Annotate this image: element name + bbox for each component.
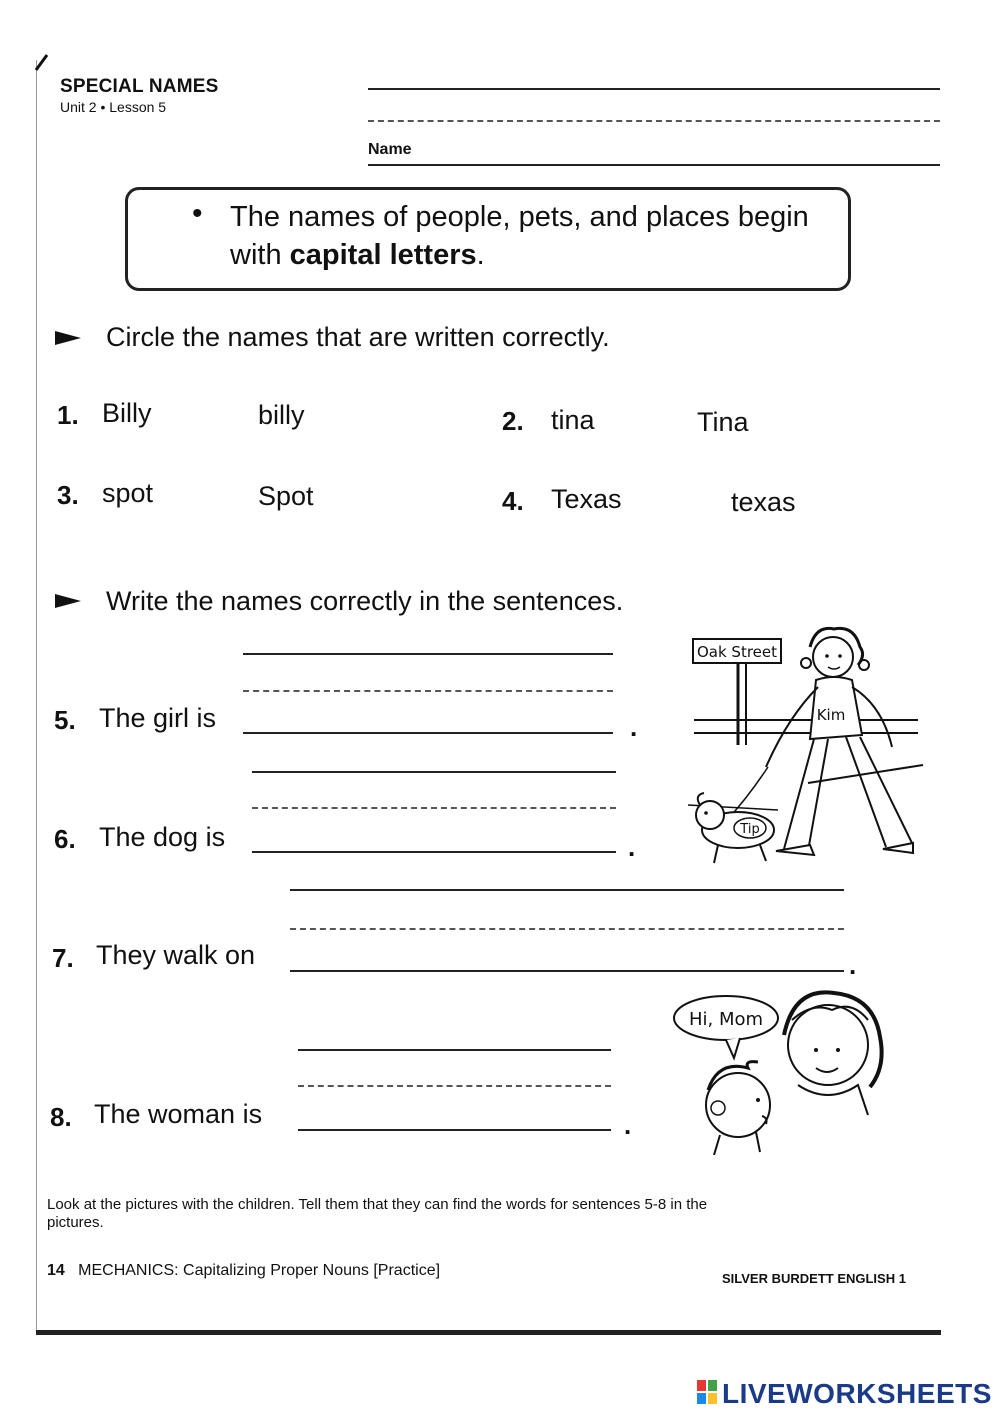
arrow-right-icon [55,328,83,348]
writing-top-line [298,1049,611,1051]
dog-tag-text: Tip [740,822,760,837]
part1-instruction: Circle the names that are written correctly. [106,322,610,352]
arrow-right-icon [55,591,83,611]
item-1-option-a[interactable]: Billy [102,398,152,428]
writing-top-line [290,889,844,891]
rule-text-bold: capital letters [289,239,477,271]
rule-text-plain: The names of people, pets, and places begin with [230,201,809,271]
rule-text-period: . [476,239,485,271]
publisher-name: SILVER BURDETT ENGLISH 1 [722,1271,906,1286]
sentence-6-text: The dog is [99,822,226,852]
sentence-number: 8. [50,1102,72,1132]
writing-top-line [243,653,613,655]
corner-mark-icon [33,52,53,74]
sentence-period: . [628,832,636,862]
sentence-8-text: The woman is [94,1099,263,1129]
writing-mid-line [252,807,616,809]
item-number: 4. [502,486,524,516]
sentence-8-answer-line[interactable] [298,1129,611,1131]
liveworksheets-brand[interactable]: LIVEWORKSHEETS [722,1378,992,1409]
item-3-option-b[interactable]: Spot [258,481,314,511]
bottom-bar [36,1330,941,1335]
worksheet-subtitle: Unit 2 • Lesson 5 [60,99,167,115]
worksheet-title: SPECIAL NAMES [60,76,219,97]
item-3-option-a[interactable]: spot [102,478,154,508]
name-label: Name [368,141,412,158]
street-sign-text: Oak Street [696,643,778,661]
item-number: 3. [57,480,79,510]
sentence-number: 5. [54,705,76,735]
sentence-number: 7. [52,943,74,973]
part2-instruction: Write the names correctly in the sentences. [106,586,624,616]
sentence-period: . [630,712,638,742]
header-line-1 [368,88,940,90]
sentence-7-answer-line[interactable] [290,970,844,972]
page-number: 14 [47,1262,65,1279]
boy-and-mom-illustration [668,990,898,1155]
writing-mid-line [298,1085,611,1087]
sentence-7-text: They walk on [96,940,256,970]
girl-walking-dog-illustration [688,625,928,875]
sentence-period: . [849,950,857,980]
footer-topic: MECHANICS: Capitalizing Proper Nouns [Practice] [78,1262,441,1279]
writing-mid-line [243,690,613,692]
item-number: 1. [57,400,79,430]
sentence-period: . [624,1110,632,1140]
girl-shirt-text: Kim [816,706,846,724]
rule-text [230,198,830,274]
sentence-5-text: The girl is [99,703,217,733]
sentence-number: 6. [54,824,76,854]
footer-left [47,1262,440,1280]
sentence-5-answer-line[interactable] [243,732,613,734]
sentence-6-answer-line[interactable] [252,851,616,853]
item-4-option-b[interactable]: texas [731,487,796,517]
teacher-note: Look at the pictures with the children. Tell them that they can find the words for sentences 5-8 in the pictures. [47,1196,708,1231]
item-2-option-a[interactable]: tina [551,405,595,435]
liveworksheets-logo-icon [697,1380,717,1404]
item-4-option-a[interactable]: Texas [551,484,622,514]
writing-mid-line [290,928,844,930]
item-1-option-b[interactable]: billy [258,400,305,430]
name-field-line[interactable] [368,164,940,166]
header-dashed-line [368,120,940,122]
item-2-option-b[interactable]: Tina [697,407,749,437]
item-number: 2. [502,406,524,436]
rule-bullet: • [192,197,203,230]
page-left-edge [36,60,37,1330]
writing-top-line [252,771,616,773]
speech-bubble-text: Hi, Mom [688,1009,764,1030]
